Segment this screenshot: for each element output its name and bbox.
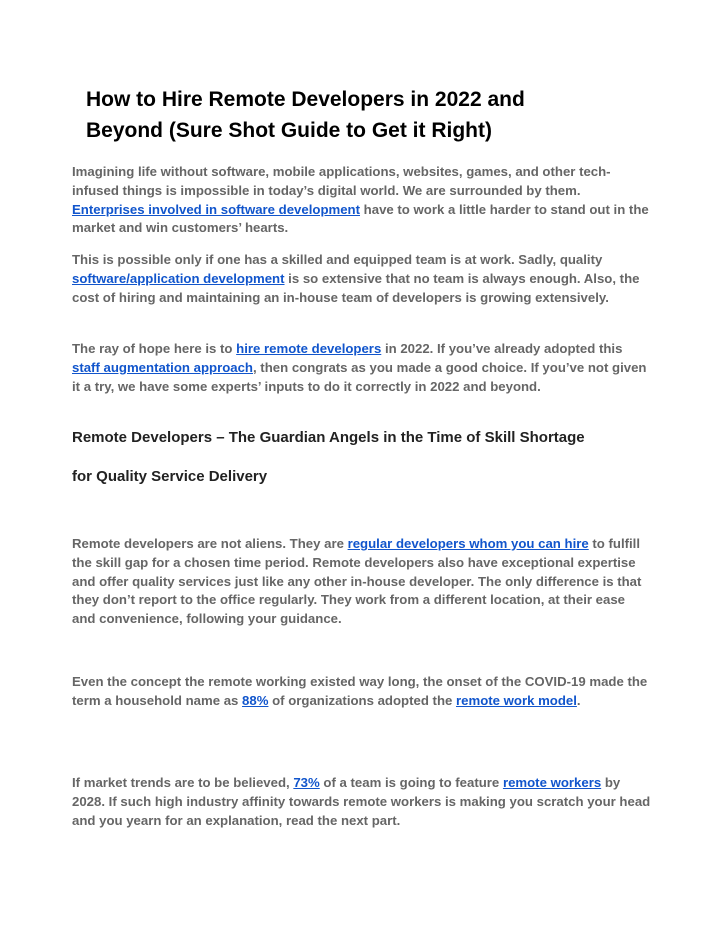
article-title-line-1: How to Hire Remote Developers in 2022 and [86, 88, 525, 111]
paragraph-text: of a team is going to feature [319, 775, 503, 790]
paragraph-text: Imagining life without software, mobile applications, websites, games, and other tech-infused things is impossible in today’s digital world. We are surrounded by them. [72, 164, 611, 198]
remote-developers-paragraph [72, 535, 652, 629]
paragraph-text: If market trends are to be believed, [72, 775, 294, 790]
software-application-development-link[interactable]: software/application development [72, 270, 285, 286]
paragraph-text: is so extensive that no team is always enough. Also, the cost of hiring and maintaining an in-house team of developers is growing extensively. [72, 270, 640, 305]
intro-paragraph [72, 163, 652, 238]
paragraph-text: of organizations adopted the [268, 692, 456, 708]
remote-workers-link[interactable]: remote workers [502, 775, 602, 790]
enterprises-software-development-link[interactable]: Enterprises involved in software development [72, 201, 361, 217]
paragraph-text: The ray of hope here is to [72, 341, 237, 356]
hire-remote-developers-link[interactable]: hire remote developers [236, 341, 382, 356]
paragraph-text: have to work a little harder to stand out in the market and win customers’ hearts. [72, 201, 649, 236]
remote-work-model-link[interactable]: remote work model [456, 692, 577, 708]
market-trends-paragraph [72, 774, 652, 830]
paragraph-text: in 2022. If you’ve already adopted this [381, 341, 623, 356]
covid-paragraph [72, 673, 652, 711]
ray-of-hope-paragraph [72, 340, 652, 396]
paragraph-text: Remote developers are not aliens. They are [72, 536, 348, 551]
seventy-three-percent-link[interactable]: 73% [293, 775, 320, 790]
paragraph-text: , then congrats as you made a good choice. If you’ve not given it a try, we have some experts’ inputs to do it correctly in 2022 and beyond. [72, 359, 647, 394]
paragraph-text: by 2028. If such high industry affinity towards remote workers is making you scratch your head and you yearn for an explanation, read the next part. [72, 775, 651, 828]
regular-developers-link[interactable]: regular developers whom you can hire [347, 536, 589, 551]
section-heading-line-1: Remote Developers – The Guardian Angels in the Time of Skill Shortage [72, 429, 585, 446]
paragraph-text: This is possible only if one has a skilled and equipped team is at work. Sadly, quality [72, 252, 603, 267]
paragraph-text: to fulfill the skill gap for a chosen time period. Remote developers also have exceptional expertise and offer quality services just like any other in-house developer. The only difference is that they don’t report to the office regularly. They work from a different location, at their ease and convenience, following your guidance. [72, 536, 642, 627]
skilled-team-paragraph [72, 251, 652, 307]
staff-augmentation-approach-link[interactable]: staff augmentation approach [72, 359, 253, 375]
article-title [86, 84, 646, 146]
paragraph-text: . [576, 692, 581, 708]
section-heading-line-2: for Quality Service Delivery [72, 468, 268, 485]
article-title-line-2: Beyond (Sure Shot Guide to Get it Right) [86, 119, 492, 142]
paragraph-text: Even the concept the remote working existed way long, the onset of the COVID-19 made the term a household name as [72, 674, 648, 708]
eighty-eight-percent-link[interactable]: 88% [242, 692, 269, 708]
